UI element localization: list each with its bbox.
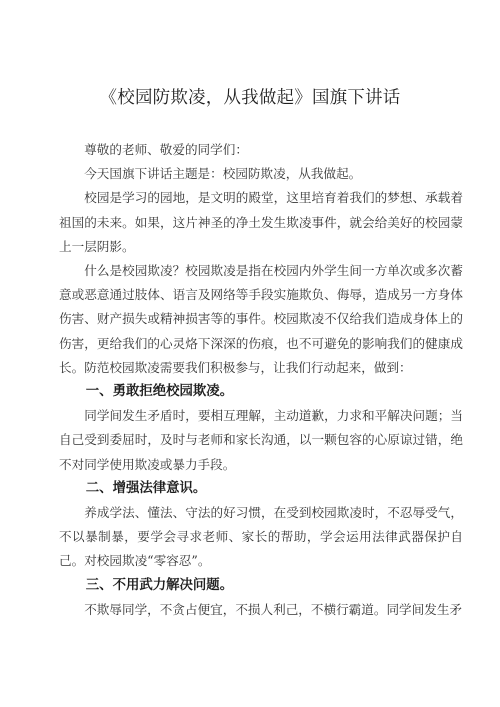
section-text-2: 养成学法、懂法、守法的好习惯，在受到校园欺凌时，不忍辱受气，不以暴制暴，要学会寻求老师、家长的帮助，学会运用法律武器保护自己。对校园欺凌“零容忍”。 — [59, 505, 463, 569]
section-text-1: 同学间发生矛盾时，要相互理解，主动道歉，力求和平解决问题；当自己受到委屈时，及时与老师和家长沟通，以一颗包容的心原谅过错，绝不对同学使用欺凌或暴力手段。 — [59, 408, 463, 472]
paragraph-topic: 今天国旗下讲话主题是：校园防欺凌，从我做起。 — [84, 166, 362, 182]
page-title: 《校园防欺凌，从我做起》国旗下讲话 — [99, 88, 401, 108]
section-heading-3: 三、不用武力解决问题。 — [85, 577, 234, 593]
paragraph-definition: 什么是校园欺凌？校园欺凌是指在校园内外学生间一方单次或多次蓄意或恶意通过肢体、语言及网络等手段实施欺负、侮辱，造成另一方身体伤害、财产损失或精神损害等的事件。校园欺凌不仅给我们造成身体上的伤害，更给我们的心灵烙下深深的伤痕，也不可避免的影响我们的健康成长。防范校园欺凌需要我们积极参与，让我们行动起来，做到： — [59, 263, 463, 375]
section-heading-2: 二、增强法律意识。 — [85, 480, 207, 496]
section-text-3: 不欺辱同学，不贪占便宜，不损人利己，不横行霸道。同学间发生矛 — [84, 601, 462, 617]
document-body — [59, 138, 463, 622]
section-heading-1: 一、勇敢拒绝校园欺凌。 — [85, 384, 234, 400]
greeting: 尊敬的老师、敬爱的同学们： — [84, 142, 248, 157]
paragraph-campus: 校园是学习的园地，是文明的殿堂，这里培育着我们的梦想、承载着祖国的未来。如果，这片神圣的净土发生欺凌事件，就会给美好的校园蒙上一层阴影。 — [59, 190, 463, 254]
